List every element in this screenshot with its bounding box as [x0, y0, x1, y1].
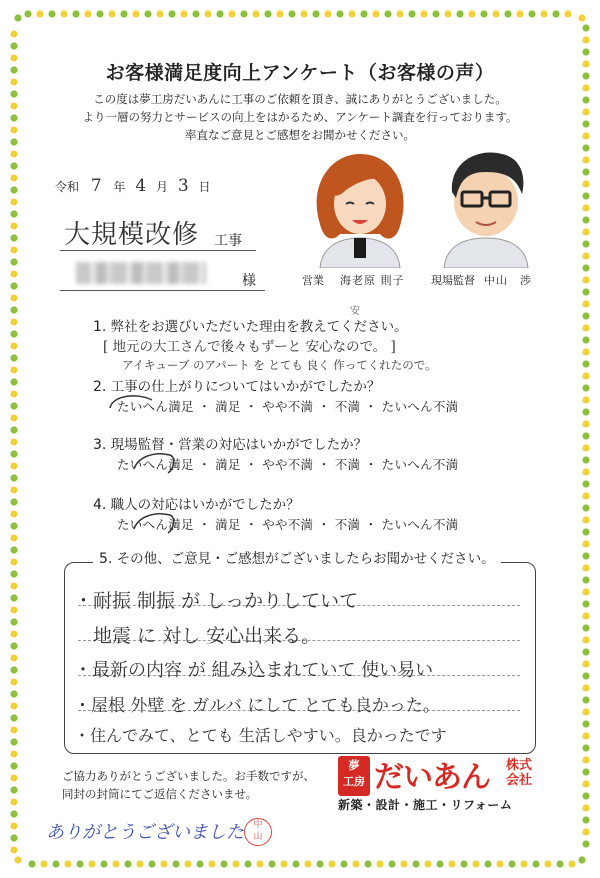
border-dot	[172, 860, 179, 867]
border-dot	[582, 204, 589, 211]
date-year-unit: 年	[113, 180, 126, 194]
border-dot	[582, 48, 589, 55]
sales-staff-illustration	[300, 146, 420, 268]
border-dot	[582, 528, 589, 535]
closing-line-1: ご協力ありがとうございました。お手数ですが、	[62, 769, 315, 783]
border-dot	[10, 30, 17, 37]
border-dot	[582, 660, 589, 667]
border-dot	[582, 756, 589, 763]
border-dot	[582, 240, 589, 247]
border-dot	[10, 150, 17, 157]
border-dot	[10, 426, 17, 433]
border-dot	[564, 10, 571, 17]
border-dot	[48, 10, 55, 17]
border-dot	[544, 860, 551, 867]
border-dot	[312, 10, 319, 17]
border-dot	[582, 144, 589, 151]
border-dot	[88, 860, 95, 867]
border-dot	[10, 786, 17, 793]
border-dot	[132, 10, 139, 17]
q5-answer-line-4: ・屋根 外壁 を ガルバ にして とても良かった。	[74, 696, 440, 716]
border-dot	[352, 860, 359, 867]
border-dot	[582, 168, 589, 175]
border-dot	[582, 804, 589, 811]
border-dot	[448, 860, 455, 867]
intro-line-3: 率直なご意見とご感想をお聞かせください。	[185, 128, 415, 142]
border-dot	[10, 522, 17, 529]
border-dot	[10, 246, 17, 253]
survey-title: お客様満足度向上アンケート（お客様の声）	[105, 62, 495, 84]
border-dot	[412, 860, 419, 867]
border-dot	[10, 318, 17, 325]
border-dot	[456, 10, 463, 17]
border-dot	[582, 408, 589, 415]
border-dot	[10, 678, 17, 685]
border-dot	[10, 582, 17, 589]
border-dot	[582, 816, 589, 823]
question-4	[93, 493, 300, 513]
border-dot	[208, 860, 215, 867]
border-dot	[582, 300, 589, 307]
border-dot	[10, 450, 17, 457]
border-dot	[582, 348, 589, 355]
border-dot	[468, 10, 475, 17]
border-dot	[582, 840, 589, 847]
border-dot	[432, 10, 439, 17]
border-dot	[582, 468, 589, 475]
border-dot	[582, 564, 589, 571]
border-dot	[582, 276, 589, 283]
border-dot	[52, 860, 59, 867]
border-dot	[552, 10, 559, 17]
border-dot	[10, 606, 17, 613]
border-dot	[436, 860, 443, 867]
border-dot	[496, 860, 503, 867]
border-dot	[14, 856, 21, 863]
logo-name: だいあん	[374, 760, 490, 795]
border-dot	[316, 860, 323, 867]
border-dot	[528, 10, 535, 17]
logo-corp: 株式会社	[506, 758, 533, 788]
border-dot	[582, 540, 589, 547]
border-dot	[10, 666, 17, 673]
question-2-number: 2.	[93, 379, 107, 395]
q2-option-dissatisfied[interactable]: 不満	[334, 399, 361, 414]
border-dot	[460, 860, 467, 867]
border-dot	[36, 10, 43, 17]
q4-option-somewhat-dissatisfied[interactable]: やや不満	[262, 517, 314, 532]
q1-answer-line-1: [ 地元の大工さんで後々もずーと 安心なので。 ]	[103, 339, 396, 355]
border-dot	[582, 708, 589, 715]
border-dot	[582, 828, 589, 835]
q3-option-satisfied[interactable]: 満足	[215, 457, 241, 472]
border-dot	[582, 504, 589, 511]
border-dot	[10, 174, 17, 181]
border-dot	[578, 856, 585, 863]
border-dot	[10, 342, 17, 349]
border-dot	[582, 384, 589, 391]
border-dot	[582, 420, 589, 427]
q2-options: たいへん満足 ・ 満足 ・ やや不満 ・ 不満 ・ たいへん不満	[117, 399, 459, 414]
border-dot	[10, 690, 17, 697]
border-dot	[10, 558, 17, 565]
border-dot	[582, 492, 589, 499]
border-dot	[10, 846, 17, 853]
border-dot	[582, 24, 589, 31]
border-dot	[582, 600, 589, 607]
border-dot	[160, 860, 167, 867]
border-dot	[64, 860, 71, 867]
border-dot	[156, 10, 163, 17]
border-dot	[220, 860, 227, 867]
border-dot	[10, 702, 17, 709]
border-dot	[168, 10, 175, 17]
border-dot	[148, 860, 155, 867]
border-dot	[582, 696, 589, 703]
logo-mark	[338, 756, 370, 796]
border-dot	[10, 234, 17, 241]
border-dot	[76, 860, 83, 867]
border-dot	[582, 768, 589, 775]
q3-option-very-dissatisfied[interactable]: たいへん不満	[381, 457, 459, 472]
border-dot	[582, 36, 589, 43]
border-dot	[10, 774, 17, 781]
question-3-text: 現場監督・営業の対応はいかがでしたか？	[110, 437, 368, 453]
q4-option-satisfied[interactable]: 満足	[215, 517, 241, 532]
border-dot	[10, 42, 17, 49]
border-dot	[10, 270, 17, 277]
border-dot	[10, 222, 17, 229]
border-dot	[582, 624, 589, 631]
border-dot	[492, 10, 499, 17]
border-dot	[300, 10, 307, 17]
border-dot	[10, 306, 17, 313]
border-dot	[582, 264, 589, 271]
border-dot	[232, 860, 239, 867]
border-dot	[10, 714, 17, 721]
border-dot	[10, 402, 17, 409]
supervisor-role: 現場監督	[431, 274, 475, 287]
border-dot	[328, 860, 335, 867]
border-dot	[14, 14, 21, 21]
logo-tagline: 新築・設計・施工・リフォーム	[338, 798, 513, 812]
border-dot	[10, 822, 17, 829]
border-dot	[10, 750, 17, 757]
border-dot	[340, 860, 347, 867]
date-day-unit: 日	[198, 180, 211, 194]
border-dot	[288, 10, 295, 17]
border-dot	[10, 762, 17, 769]
q5-answer-line-5: ・住んでみて、とても 生活しやすい。良かったです	[74, 726, 447, 745]
border-dot	[484, 860, 491, 867]
logo-mark-bottom: 工房	[343, 775, 365, 788]
border-dot	[252, 10, 259, 17]
customer-honorific: 様	[242, 273, 256, 289]
border-dot	[582, 612, 589, 619]
q3-selection-mark	[130, 447, 180, 477]
seal-char-bottom: 山	[253, 832, 263, 842]
border-dot	[10, 210, 17, 217]
border-dot	[240, 10, 247, 17]
border-dot	[84, 10, 91, 17]
q5-answer-line-3: ・最新の内容 が 組み込まれていて 使い易い	[74, 660, 434, 681]
q1-correction-mark: 安	[350, 306, 360, 317]
border-dot	[582, 252, 589, 259]
border-dot	[192, 10, 199, 17]
border-dot	[582, 792, 589, 799]
border-dot	[582, 324, 589, 331]
border-dot	[582, 744, 589, 751]
border-dot	[10, 366, 17, 373]
border-dot	[360, 10, 367, 17]
border-dot	[10, 474, 17, 481]
border-dot	[40, 860, 47, 867]
question-5-text: その他、ご意見・ご感想がございましたらお聞かせください。	[116, 551, 495, 567]
border-dot	[396, 10, 403, 17]
border-dot	[520, 860, 527, 867]
border-dot	[24, 10, 31, 17]
border-dot	[480, 10, 487, 17]
border-dot	[582, 312, 589, 319]
border-dot	[444, 10, 451, 17]
border-dot	[10, 510, 17, 517]
border-dot	[420, 10, 427, 17]
border-dot	[144, 10, 151, 17]
border-dot	[582, 216, 589, 223]
border-dot	[204, 10, 211, 17]
border-dot	[582, 576, 589, 583]
border-dot	[10, 354, 17, 361]
question-4-text: 職人の対応はいかがでしたか？	[110, 497, 300, 513]
intro-line-1: この度は夢工房だいあんに工事のご依頼を頂き、誠にありがとうございました。	[93, 92, 507, 106]
border-dot	[582, 588, 589, 595]
border-dot	[582, 432, 589, 439]
border-dot	[582, 456, 589, 463]
border-dot	[540, 10, 547, 17]
border-dot	[582, 648, 589, 655]
border-dot	[10, 798, 17, 805]
supervisor-name: 中山 渉	[484, 274, 532, 287]
q4-option-very-satisfied[interactable]: たいへん満足	[117, 517, 194, 532]
question-2-text: 工事の仕上がりについてはいかがでしたか？	[110, 379, 381, 395]
closing-line-2: 同封の封筒にてご返信くださいませ。	[62, 787, 258, 801]
border-dot	[10, 738, 17, 745]
border-dot	[568, 860, 575, 867]
border-dot	[184, 860, 191, 867]
border-dot	[582, 444, 589, 451]
border-dot	[196, 860, 203, 867]
border-dot	[582, 720, 589, 727]
q3-option-very-satisfied[interactable]: たいへん満足	[117, 457, 194, 472]
question-1-number: 1.	[93, 319, 107, 335]
date-era: 令和	[55, 180, 80, 194]
border-dot	[10, 258, 17, 265]
border-dot	[582, 480, 589, 487]
border-dot	[10, 462, 17, 469]
border-dot	[280, 860, 287, 867]
border-dot	[10, 414, 17, 421]
border-dot	[582, 780, 589, 787]
border-dot	[324, 10, 331, 17]
project-name: 大規模改修	[64, 220, 200, 250]
border-dot	[582, 360, 589, 367]
border-dot	[472, 860, 479, 867]
border-dot	[516, 10, 523, 17]
border-dot	[408, 10, 415, 17]
q1-answer-line-2: アイキューブ のアパート を とても 良く 作ってくれたので。	[122, 358, 437, 372]
border-dot	[10, 198, 17, 205]
date-field	[55, 176, 211, 196]
border-dot	[364, 860, 371, 867]
site-supervisor-illustration	[430, 142, 540, 268]
date-day: 3	[177, 176, 189, 196]
border-dot	[256, 860, 263, 867]
border-dot	[582, 156, 589, 163]
border-dot	[10, 546, 17, 553]
q2-selection-mark	[106, 390, 158, 420]
border-dot	[10, 498, 17, 505]
border-dot	[304, 860, 311, 867]
border-dot	[10, 186, 17, 193]
q3-option-somewhat-dissatisfied[interactable]: やや不満	[262, 457, 314, 472]
q2-option-very-dissatisfied[interactable]: たいへん不満	[381, 399, 459, 414]
border-dot	[244, 860, 251, 867]
border-dot	[10, 834, 17, 841]
border-dot	[10, 390, 17, 397]
border-dot	[10, 534, 17, 541]
border-dot	[108, 10, 115, 17]
question-3-number: 3.	[93, 437, 107, 453]
border-dot	[582, 372, 589, 379]
border-dot	[400, 860, 407, 867]
border-dot	[72, 10, 79, 17]
border-dot	[582, 288, 589, 295]
logo-mark-top: 夢	[348, 759, 360, 772]
border-dot	[582, 672, 589, 679]
intro-line-2: より一層の努力とサービスの向上をはかるため、アンケート調査を行っております。	[82, 110, 518, 124]
border-dot	[578, 14, 585, 21]
border-dot	[10, 618, 17, 625]
q4-options: たいへん満足 ・ 満足 ・ やや不満 ・ 不満 ・ たいへん不満	[117, 517, 459, 532]
border-dot	[10, 438, 17, 445]
border-dot	[10, 570, 17, 577]
border-dot	[120, 10, 127, 17]
border-dot	[556, 860, 563, 867]
question-5	[93, 547, 501, 567]
q4-option-very-dissatisfied[interactable]: たいへん不満	[381, 517, 459, 532]
border-dot	[582, 552, 589, 559]
border-dot	[582, 192, 589, 199]
date-month-unit: 月	[156, 180, 169, 194]
border-dot	[264, 10, 271, 17]
border-dot	[424, 860, 431, 867]
border-dot	[136, 860, 143, 867]
border-dot	[112, 860, 119, 867]
border-dot	[124, 860, 131, 867]
sales-role: 営業	[302, 274, 324, 287]
border-dot	[582, 732, 589, 739]
border-dot	[384, 10, 391, 17]
border-dot	[376, 860, 383, 867]
border-dot	[10, 810, 17, 817]
border-dot	[336, 10, 343, 17]
border-dot	[10, 330, 17, 337]
q4-selection-mark	[130, 507, 180, 537]
question-4-number: 4.	[93, 497, 107, 513]
project-suffix: 工事	[214, 233, 242, 249]
question-1-text: 弊社をお選びいただいた理由を教えてください。	[110, 319, 408, 335]
border-dot	[96, 10, 103, 17]
border-dot	[276, 10, 283, 17]
border-dot	[504, 10, 511, 17]
handwritten-thanks: ありがとうございました	[46, 822, 244, 843]
date-year: 7	[90, 176, 102, 196]
border-dot	[10, 282, 17, 289]
border-dot	[60, 10, 67, 17]
border-dot	[582, 684, 589, 691]
border-dot	[582, 396, 589, 403]
seal-char-top: 中	[253, 820, 263, 830]
border-dot	[10, 486, 17, 493]
border-dot	[532, 860, 539, 867]
q3-options: たいへん満足 ・ 満足 ・ やや不満 ・ 不満 ・ たいへん不満	[117, 457, 459, 472]
question-1	[93, 315, 408, 335]
border-dot	[216, 10, 223, 17]
border-dot	[388, 860, 395, 867]
border-dot	[582, 228, 589, 235]
date-month: 4	[135, 176, 147, 196]
border-dot	[10, 594, 17, 601]
border-dot	[228, 10, 235, 17]
border-dot	[348, 10, 355, 17]
border-dot	[292, 860, 299, 867]
border-dot	[582, 180, 589, 187]
border-dot	[10, 726, 17, 733]
q2-option-satisfied[interactable]: 満足	[215, 399, 241, 414]
border-dot	[582, 336, 589, 343]
border-dot	[100, 860, 107, 867]
border-dot	[10, 642, 17, 649]
q2-option-somewhat-dissatisfied[interactable]: やや不満	[262, 399, 314, 414]
q2-option-very-satisfied[interactable]: たいへん満足	[117, 399, 194, 414]
q5-answer-line-1: ・耐振 制振 が しっかりしていて	[74, 590, 359, 612]
border-dot	[10, 630, 17, 637]
border-dot	[28, 860, 35, 867]
border-dot	[10, 654, 17, 661]
border-dot	[10, 378, 17, 385]
border-dot	[508, 860, 515, 867]
border-dot	[582, 636, 589, 643]
q5-answer-line-2: 地震 に 対し 安心出来る。	[74, 625, 321, 647]
q3-option-dissatisfied[interactable]: 不満	[334, 457, 361, 472]
sales-name: 海老原 則子	[340, 274, 405, 287]
border-dot	[180, 10, 187, 17]
border-dot	[582, 516, 589, 523]
border-dot	[268, 860, 275, 867]
border-dot	[372, 10, 379, 17]
border-dot	[10, 162, 17, 169]
q4-option-dissatisfied[interactable]: 不満	[334, 517, 361, 532]
seal-stamp	[244, 818, 272, 846]
question-5-number: 5.	[99, 551, 113, 567]
border-dot	[10, 294, 17, 301]
customer-name-redacted	[76, 262, 206, 284]
